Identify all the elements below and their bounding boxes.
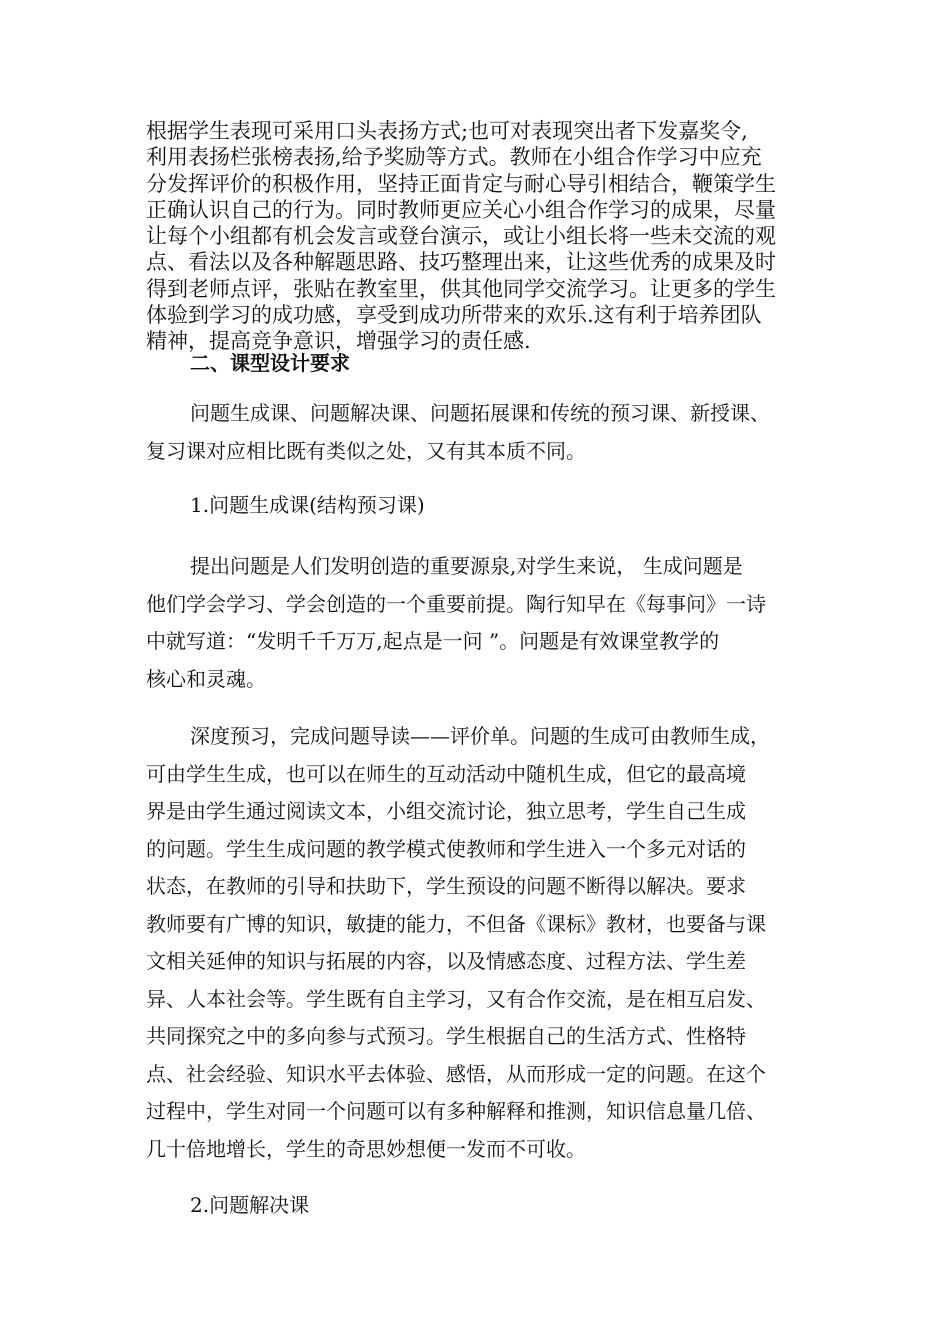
- text-line: 的问题。学生生成问题的教学模式使教师和学生进入一个多元对话的: [146, 836, 746, 861]
- text-line: 提出问题是人们发明创造的重要源泉,对学生来说， 生成问题是: [190, 554, 743, 578]
- text-line: 文相关延伸的知识与拓展的内容，以及情感态度、过程方法、学生差: [146, 949, 746, 973]
- text-line: 异、人本社会等。学生既有自主学习，又有合作交流，是在相互启发、: [146, 986, 766, 1011]
- section-heading: 二、课型设计要求: [190, 351, 350, 375]
- text-line: 问题生成课、问题解决课、问题拓展课和传统的预习课、新授课、: [190, 401, 770, 425]
- paragraph-raising-questions: [146, 548, 806, 698]
- text-line: 过程中，学生对同一个问题可以有多种解释和推测，知识信息量几倍、: [146, 1099, 766, 1123]
- text-line: 可由学生生成，也可以在师生的互动活动中随机生成，但它的最高境: [146, 761, 746, 786]
- text-line: 让每个小组都有机会发言或登台演示，或让小组长将一些未交流的观: [146, 224, 776, 249]
- text-line: 核心和灵魂。: [146, 666, 266, 691]
- text-line: 得到老师点评，张贴在教室里，供其他同学交流学习。让更多的学生: [146, 276, 776, 301]
- text-line: 正确认识自己的行为。同时教师更应关心小组合作学习的成果，尽量: [146, 197, 776, 222]
- text-line: 几十倍地增长，学生的奇思妙想便一发而不可收。: [146, 1136, 586, 1161]
- text-line: 中就写道：“发明千千万万,起点是一问 ”。问题是有效课堂教学的: [146, 629, 720, 653]
- text-line: 教师要有广博的知识，敏捷的能力，不但备《课标》教材，也要备与课: [146, 911, 766, 936]
- text-line: 点、社会经验、知识水平去体验、感悟，从而形成一定的问题。在这个: [146, 1061, 766, 1086]
- text-line: 根据学生表现可采用口头表扬方式;也可对表现突出者下发嘉奖令,: [146, 119, 748, 143]
- paragraph-intro: [146, 395, 806, 470]
- text-line: 体验到学习的成功感，享受到成功所带来的欢乐.这有利于培养团队: [146, 303, 762, 328]
- text-line: 利用表扬栏张榜表扬,给予奖励等方式。教师在小组合作学习中应充: [146, 145, 762, 170]
- text-line: 共同探究之中的多向参与式预习。学生根据自己的生活方式、性格特: [146, 1024, 746, 1048]
- text-line: 状态，在教师的引导和扶助下，学生预设的问题不断得以解决。要求: [146, 874, 746, 898]
- text-line: 分发挥评价的积极作用，坚持正面肯定与耐心导引相结合，鞭策学生: [146, 171, 776, 196]
- text-line: 深度预习，完成问题导读——评价单。问题的生成可由教师生成，: [190, 724, 770, 748]
- text-line: 复习课对应相比既有类似之处，又有其本质不同。: [146, 438, 586, 463]
- text-line: 他们学会学习、学会创造的一个重要前提。陶行知早在《每事问》一诗: [146, 591, 766, 616]
- text-line: 点、看法以及各种解题思路、技巧整理出来，让这些优秀的成果及时: [146, 250, 776, 275]
- subheading-problem-generation: 1.问题生成课(结构预习课): [190, 493, 425, 517]
- paragraph-evaluation: [146, 118, 806, 355]
- text-line: 精神，提高竞争意识，增强学习的责任感.: [146, 329, 531, 354]
- paragraph-deep-preview: [146, 718, 806, 1168]
- text-line: 界是由学生通过阅读文本，小组交流讨论，独立思考，学生自己生成: [146, 799, 746, 823]
- subheading-problem-solving: 2.问题解决课: [190, 1193, 310, 1217]
